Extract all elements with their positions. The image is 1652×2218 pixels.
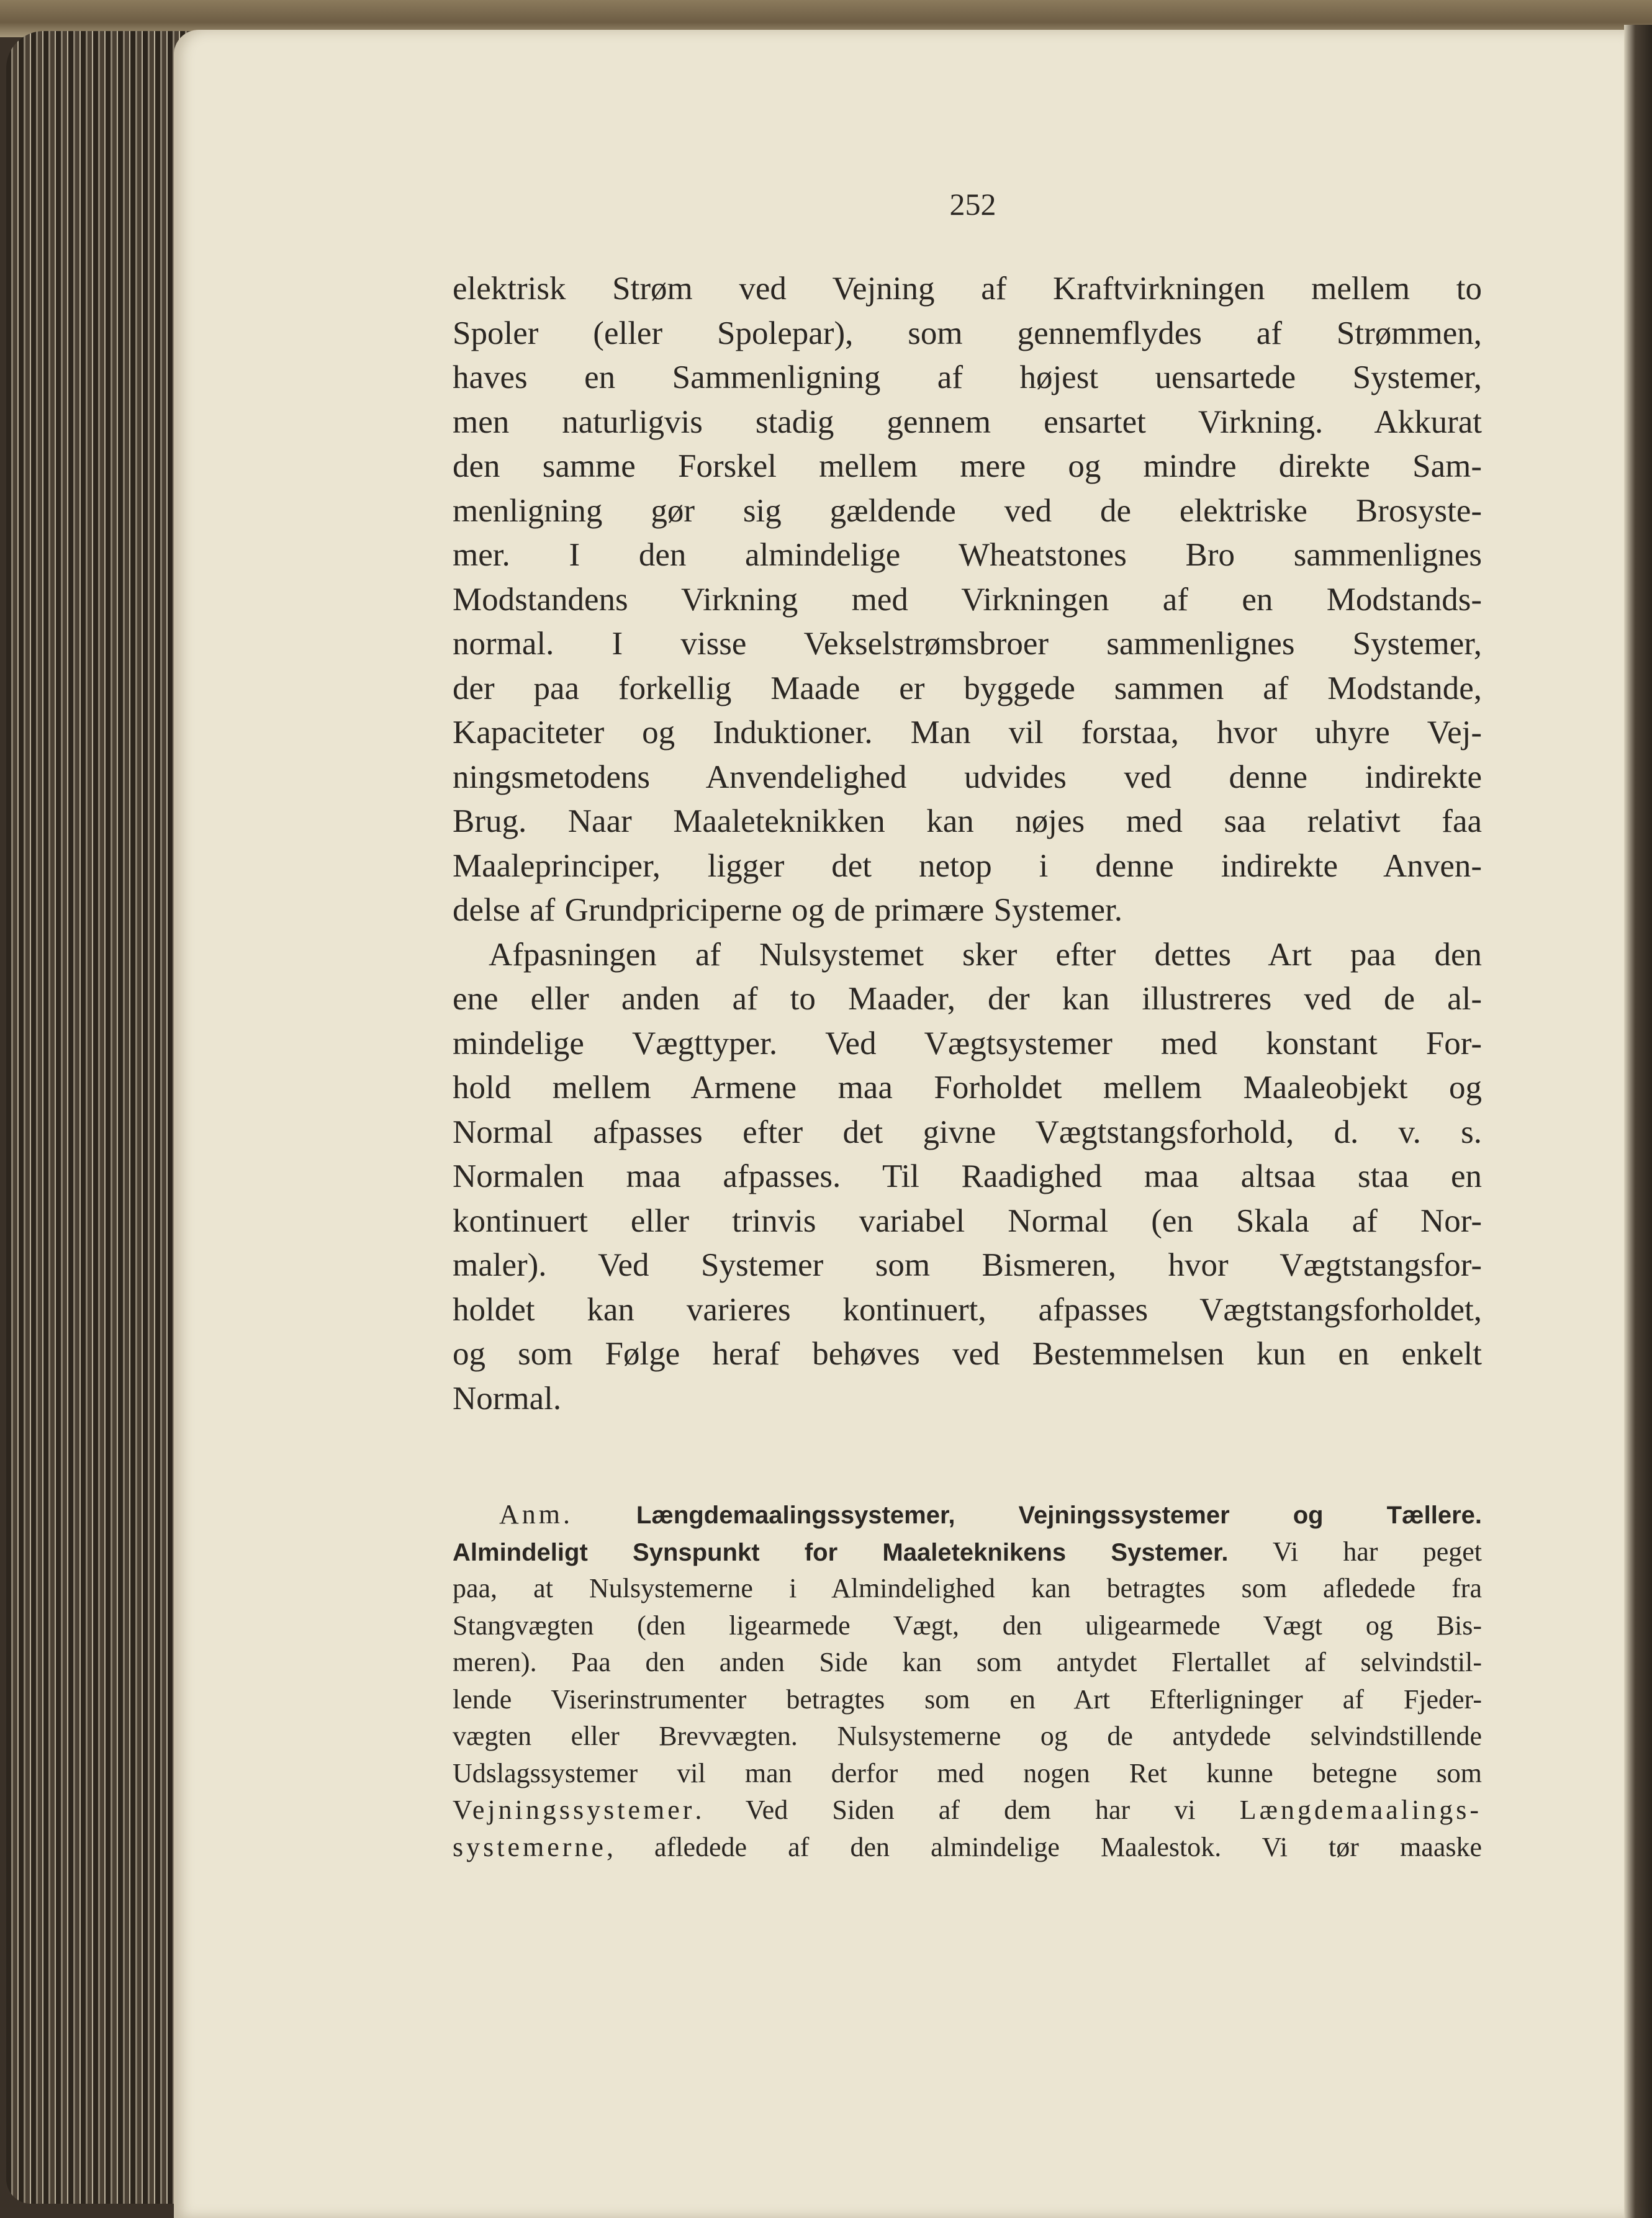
body-line: mindelige Vægttyper. Ved Vægtsystemer med konstant For- [453, 1025, 1482, 1062]
body-line: den samme Forskel mellem mere og mindre direkte Sam- [453, 448, 1482, 484]
body-line: hold mellem Armene maa Forholdet mellem Maaleobjekt og [453, 1070, 1482, 1106]
footnote-line: meren). Paa den anden Side kan som antydet Flertallet af selvindstil- [453, 1647, 1482, 1677]
body-line: men naturligvis stadig gennem ensartet Virkning. Akkurat [453, 403, 1482, 440]
footnote [453, 1496, 1482, 1865]
book-right-edge [1624, 25, 1652, 2218]
body-line: normal. I visse Vekselstrømsbroer sammenlignes Systemer, [453, 626, 1482, 662]
body-line: Normalen maa afpasses. Til Raadighed maa altsaa staa en [453, 1158, 1482, 1194]
body-line: elektrisk Strøm ved Vejning af Kraftvirkningen mellem to [453, 271, 1482, 307]
footnote-line [453, 1829, 1482, 1866]
body-line: delse af Grundpriciperne og de primære Systemer. [453, 892, 1123, 928]
spaced-term: Længdemaalings- [1239, 1795, 1483, 1825]
body-line: Kapaciteter og Induktioner. Man vil forstaa, hvor uhyre Vej- [453, 715, 1482, 751]
body-line: og som Følge heraf behøves ved Bestemmelsen kun en enkelt [453, 1336, 1482, 1372]
footnote-line: Udslagssystemer vil man derfor med nogen Ret kunne betegne som [453, 1757, 1482, 1788]
footnote-line: lende Viserinstrumenter betragtes som en Art Efterligninger af Fjeder- [453, 1684, 1482, 1715]
note-label: Anm. [499, 1499, 573, 1530]
body-line: Modstandens Virkning med Virkningen af en Modstands- [453, 581, 1482, 618]
body-line: maler). Ved Systemer som Bismeren, hvor Vægtstangsfor- [453, 1247, 1482, 1283]
note-text: Vi har peget [1272, 1536, 1482, 1567]
footnote-line [453, 1496, 1482, 1533]
footnote-line: paa, at Nulsystemerne i Almindelighed kan betragtes som afledede fra [453, 1573, 1482, 1603]
body-text [453, 267, 1482, 1421]
page-stack-edge [6, 31, 192, 2204]
body-line: Brug. Naar Maaleteknikken kan nøjes med saa relativt faa [453, 803, 1482, 839]
footnote-line [453, 1792, 1482, 1829]
body-line: Normal. [453, 1380, 562, 1417]
body-line: Afpasningen af Nulsystemet sker efter dettes Art paa den [489, 936, 1482, 973]
spaced-term: Vejningssystemer [453, 1795, 695, 1825]
body-line: Maaleprinciper, ligger det netop i denne indirekte Anven- [453, 847, 1482, 884]
body-line: Spoler (eller Spolepar), som gennemflydes af Strømmen, [453, 315, 1482, 351]
spaced-term: systemerne [453, 1831, 607, 1862]
body-line: der paa forkellig Maade er byggede sammen af Modstande, [453, 670, 1482, 706]
footnote-line: vægten eller Brevvægten. Nulsystemerne og de antydede selvindstillende [453, 1721, 1482, 1751]
note-heading: Almindeligt Synspunkt for Maaleteknikens Systemer. [453, 1538, 1229, 1566]
body-line: haves en Sammenligning af højest uensartede Systemer, [453, 359, 1482, 395]
body-line: ene eller anden af to Maader, der kan illustreres ved de al- [453, 981, 1482, 1017]
note-text: , afledede af den almindelige Maalestok. Vi tør maaske [606, 1831, 1482, 1862]
footnote-line: Stangvægten (den ligearmede Vægt, den uligearmede Vægt og Bis- [453, 1610, 1482, 1641]
note-text: . Ved Siden af dem har vi [695, 1795, 1196, 1825]
body-line: holdet kan varieres kontinuert, afpasses Vægtstangsforholdet, [453, 1291, 1482, 1328]
body-line: Normal afpasses efter det givne Vægtstangsforhold, d. v. s. [453, 1114, 1482, 1150]
note-heading: Længdemaalingssystemer, Vejningssystemer og Tællere. [636, 1502, 1482, 1529]
footnote-line [453, 1533, 1482, 1571]
page-number: 252 [949, 187, 996, 222]
body-line: mer. I den almindelige Wheatstones Bro sammenlignes [453, 537, 1482, 573]
body-line: ningsmetodens Anvendelighed udvides ved denne indirekte [453, 759, 1482, 795]
body-line: kontinuert eller trinvis variabel Normal (en Skala af Nor- [453, 1202, 1482, 1239]
body-line: menligning gør sig gældende ved de elektriske Brosyste- [453, 492, 1482, 529]
